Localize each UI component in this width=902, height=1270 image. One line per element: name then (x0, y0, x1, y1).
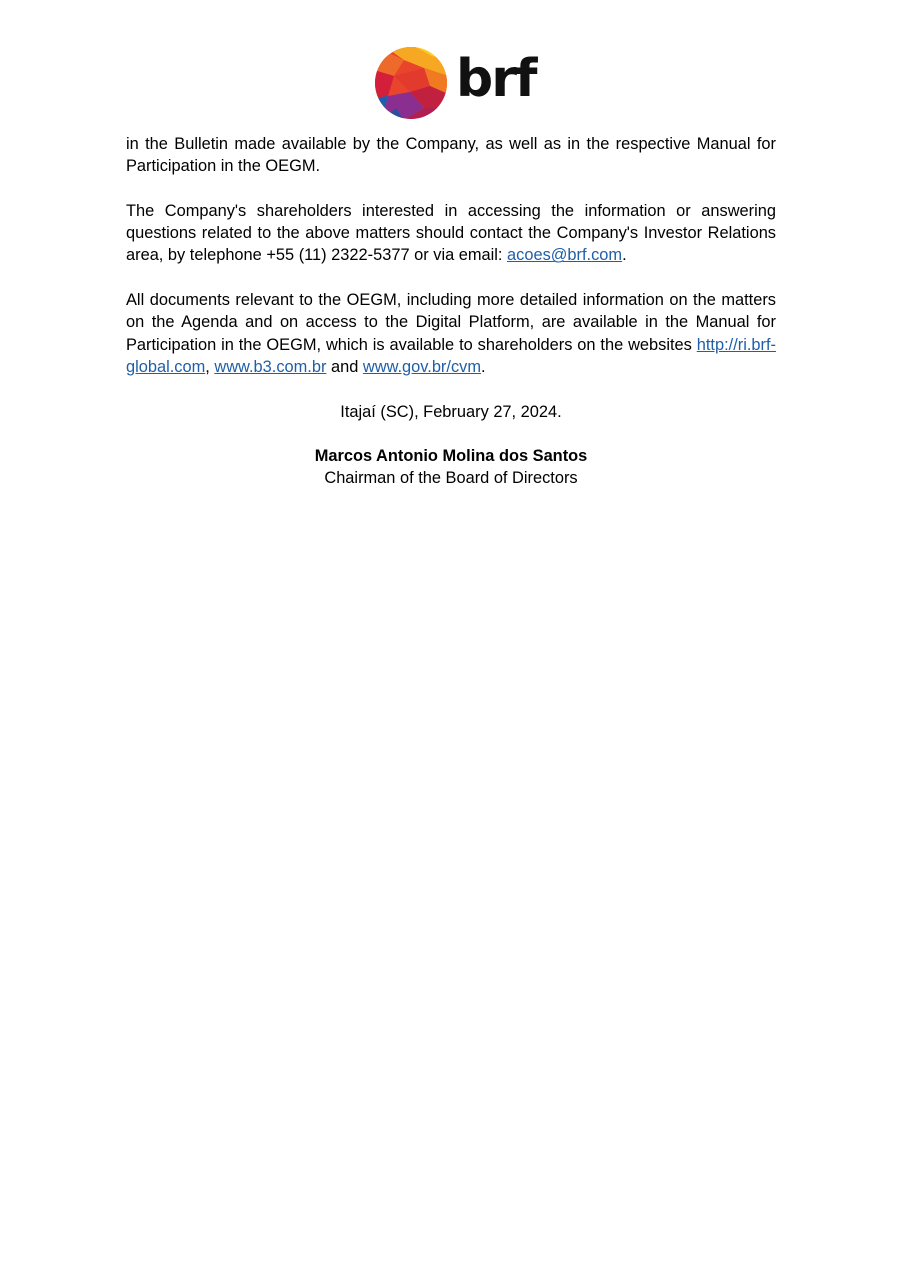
brf-logo (374, 45, 536, 121)
documents-end: . (481, 357, 486, 376)
brf-globe-icon (374, 46, 448, 120)
email-link[interactable]: acoes@brf.com (507, 246, 623, 265)
cvm-website-link[interactable]: www.gov.br/cvm (362, 357, 481, 376)
investor-relations-text: The Company's shareholders interested in accessing the information or answering questions related to the above matters should contact the Company's Investor Relations area, by telephone +55 (11) 2322-5377 or via email: (126, 201, 776, 265)
date-line: Itajaí (SC), February 27, 2024. (340, 402, 562, 421)
b3-website-link[interactable]: www.b3.com.br (214, 357, 327, 376)
documents-text: All documents relevant to the OEGM, including more detailed information on the matters on the Agenda and on access to the Digital Platform, are available in the Manual for Participation in the OEGM, which is available to shareholders on the websites (126, 291, 776, 354)
signatory-title: Chairman of the Board of Directors (324, 469, 578, 488)
paragraph-bulletin-text: in the Bulletin made available by the Company, as well as in the respective Manual for Participation in the OEGM. (126, 135, 776, 176)
links-separator-and: and (326, 357, 363, 376)
ri-website-link[interactable]: http://ri.brf-global.com (126, 335, 776, 376)
document-body (126, 133, 776, 490)
links-separator-comma: , (205, 357, 215, 376)
investor-relations-end: . (622, 246, 627, 265)
brf-wordmark: brf (456, 49, 536, 109)
paragraph-bulletin (126, 133, 776, 178)
paragraph-documents (126, 289, 776, 378)
paragraph-investor-relations (126, 200, 776, 267)
signatory-name: Marcos Antonio Molina dos Santos (314, 447, 588, 466)
